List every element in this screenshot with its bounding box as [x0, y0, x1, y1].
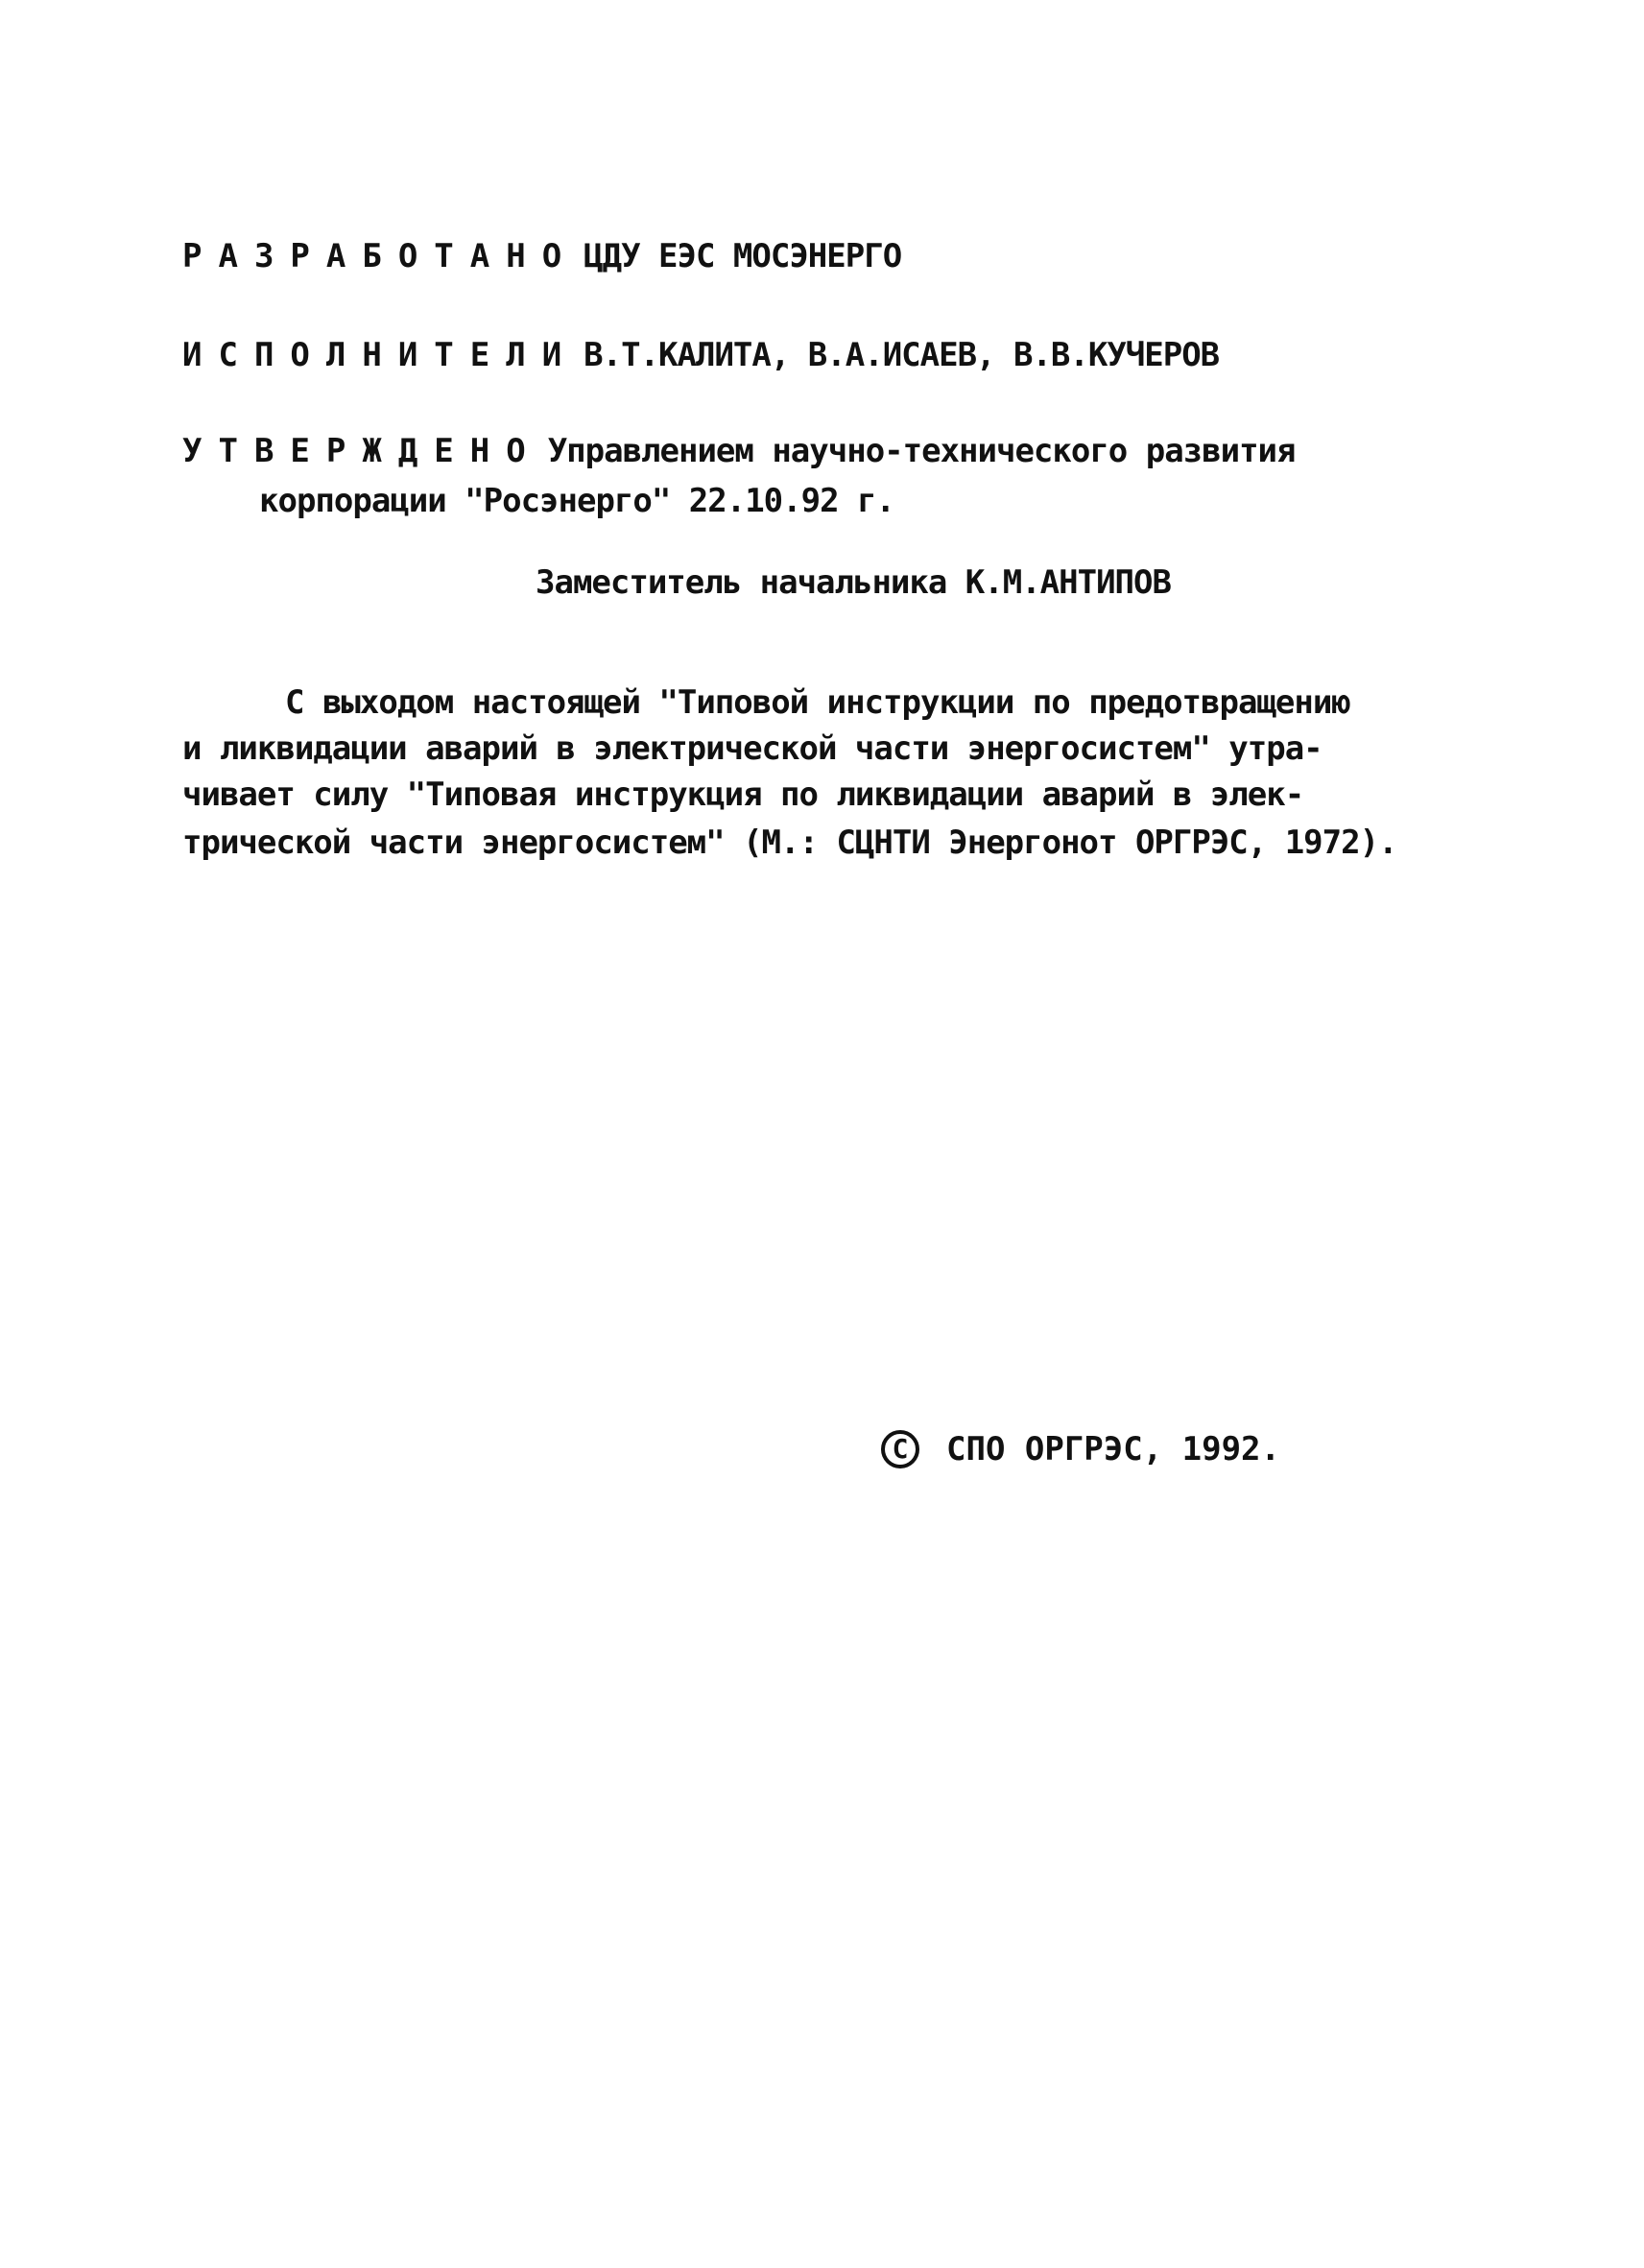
- developed-value: ЦДУ ЕЭС МОСЭНЕРГО: [584, 237, 902, 275]
- notice-line-1: С выходом настоящей "Типовой инструкции по предотвращению: [285, 683, 1350, 722]
- performers-value: В.Т.КАЛИТА, В.А.ИСАЕВ, В.В.КУЧЕРОВ: [584, 336, 1220, 374]
- notice-line-3: чивает силу "Типовая инструкция по ликвидации аварий в элек-: [182, 776, 1304, 814]
- approved-line2: корпорации "Росэнерго" 22.10.92 г.: [259, 482, 894, 520]
- notice-line-2: и ликвидации аварий в электрической части энергосистем" утра-: [182, 729, 1322, 768]
- approved-line1: Управлением научно-технического развития: [547, 432, 1296, 470]
- copyright-text: СПО ОРГРЭС, 1992.: [946, 1430, 1280, 1468]
- developed-label: РАЗРАБОТАНО: [182, 237, 579, 275]
- deputy-signature: Заместитель начальника К.М.АНТИПОВ: [536, 563, 1171, 602]
- copyright-notice: [881, 1428, 1280, 1470]
- copyright-icon: C: [881, 1430, 919, 1468]
- developed-line: [182, 235, 901, 277]
- approved-line: [182, 430, 1296, 472]
- performers-line: [182, 334, 1219, 376]
- notice-line-4: трической части энергосистем" (М.: СЦНТИ Энергонот ОРГРЭС, 1972).: [182, 824, 1397, 862]
- approved-label: УТВЕРЖДЕНО: [182, 432, 542, 470]
- performers-label: ИСПОЛНИТЕЛИ: [182, 336, 579, 374]
